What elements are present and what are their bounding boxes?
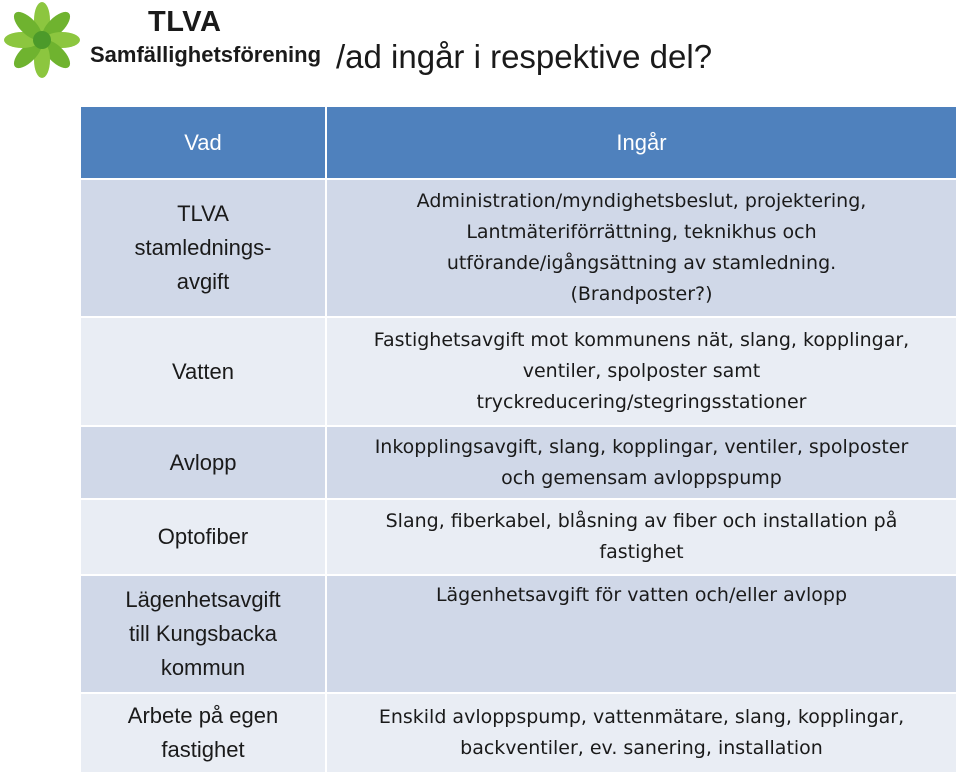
what-line: TLVA [177,201,229,226]
table-row [80,499,957,575]
table-row [80,179,957,317]
row-what [80,317,326,426]
logo [2,2,322,76]
row-includes [326,693,957,773]
table-row [80,575,957,693]
includes-line: Lägenhetsavgift för vatten och/eller avlopp [435,584,848,606]
what-line: kommun [160,655,246,680]
what-line: Vatten [172,358,234,384]
leaf-logo-icon [2,2,84,80]
logo-title: TLVA [148,6,222,38]
includes-line: Administration/myndighetsbeslut, projektering, [416,190,867,212]
header-ingar: Ingår [326,106,957,179]
what-line: fastighet [161,737,245,762]
includes-line: Fastighetsavgift mot kommunens nät, slang, kopplingar, [373,329,910,351]
row-what [80,426,326,499]
includes-line: (Brandposter?) [570,283,713,305]
table-row [80,693,957,773]
row-includes [326,499,957,575]
includes-line: tryckreducering/stegringsstationer [476,391,807,413]
includes-line: backventiler, ev. sanering, installation [460,737,823,759]
what-line: Arbete på egen [127,703,279,728]
row-includes [326,426,957,499]
what-line: stamlednings- [134,235,272,260]
includes-line: Lantmäteriförrättning, teknikhus och [466,221,817,243]
row-includes [326,575,957,693]
what-line: Avlopp [169,449,237,475]
content-table [79,105,958,774]
row-includes [326,179,957,317]
logo-subtitle: Samfällighetsförening [90,42,322,67]
table-header-row [80,106,957,179]
header-vad: Vad [80,106,326,179]
row-what [80,693,326,773]
what-line: till Kungsbacka [129,621,277,646]
slide-title: /ad ingår i respektive del? [336,38,713,75]
row-what [80,575,326,693]
includes-line: ventiler, spolposter samt [522,360,761,382]
includes-line: utförande/igångsättning av stamledning. [446,252,837,274]
includes-line: Enskild avloppspump, vattenmätare, slang, kopplingar, [378,706,905,728]
row-includes [326,317,957,426]
what-line: avgift [176,269,230,294]
includes-line: fastighet [599,541,684,563]
table-row [80,317,957,426]
table-row [80,426,957,499]
includes-line: Inkopplingsavgift, slang, kopplingar, ventiler, spolposter [374,435,909,458]
what-line: Lägenhetsavgift [125,587,281,612]
includes-line: och gemensam avloppspump [501,466,782,489]
what-line: Optofiber [157,524,249,549]
includes-line: Slang, fiberkabel, blåsning av fiber och installation på [385,510,898,532]
row-what [80,179,326,317]
row-what [80,499,326,575]
